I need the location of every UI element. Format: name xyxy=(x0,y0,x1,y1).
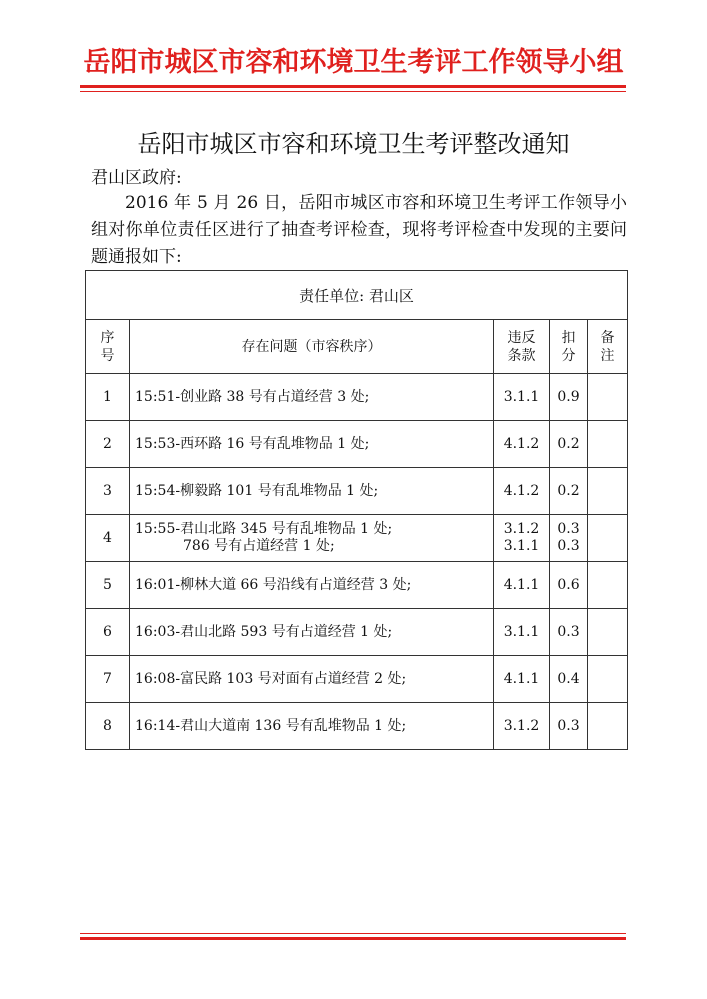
row-no: 5 xyxy=(86,562,130,609)
header-rule-thick xyxy=(80,85,626,88)
row-issue: 16:03-君山北路 593 号有占道经营 1 处; xyxy=(130,609,494,656)
issues-table xyxy=(85,270,628,750)
row-no: 7 xyxy=(86,656,130,703)
table-row xyxy=(86,703,628,750)
row-issue: 16:08-富民路 103 号对面有占道经营 2 处; xyxy=(130,656,494,703)
addressee: 君山区政府: xyxy=(91,168,182,188)
row-remark xyxy=(588,468,628,515)
table-row xyxy=(86,515,628,562)
table-row xyxy=(86,468,628,515)
row-remark xyxy=(588,609,628,656)
body-paragraph: 2016 年 5 月 26 日，岳阳市城区市容和环境卫生考评工作领导小组对你单位责任区进行了抽查考评检查，现将考评检查中发现的主要问题通报如下: xyxy=(91,193,627,267)
responsible-unit: 责任单位: 君山区 xyxy=(86,271,628,320)
row-deduct: 0.9 xyxy=(550,374,588,421)
row-article: 4.1.1 xyxy=(494,656,550,703)
row-no: 1 xyxy=(86,374,130,421)
row-no: 3 xyxy=(86,468,130,515)
row-remark xyxy=(588,374,628,421)
row-issue: 16:14-君山大道南 136 号有乱堆物品 1 处; xyxy=(130,703,494,750)
row-remark xyxy=(588,515,628,562)
table-row xyxy=(86,656,628,703)
row-article: 3.1.2 xyxy=(494,703,550,750)
row-remark xyxy=(588,656,628,703)
table-row xyxy=(86,609,628,656)
header-article: 违反 条款 xyxy=(494,320,550,374)
row-deduct: 0.3 0.3 xyxy=(550,515,588,562)
row-no: 6 xyxy=(86,609,130,656)
header-rule-thin xyxy=(80,91,626,92)
row-article: 3.1.2 3.1.1 xyxy=(494,515,550,562)
row-article: 3.1.1 xyxy=(494,374,550,421)
row-deduct: 0.3 xyxy=(550,703,588,750)
footer-rule-thick xyxy=(80,937,626,940)
table-header-row xyxy=(86,320,628,374)
row-issue: 15:53-西环路 16 号有乱堆物品 1 处; xyxy=(130,421,494,468)
header-issue: 存在问题（市容秩序） xyxy=(130,320,494,374)
row-article: 4.1.1 xyxy=(494,562,550,609)
row-deduct: 0.3 xyxy=(550,609,588,656)
row-no: 4 xyxy=(86,515,130,562)
row-article: 3.1.1 xyxy=(494,609,550,656)
row-deduct: 0.2 xyxy=(550,468,588,515)
row-remark xyxy=(588,562,628,609)
row-deduct: 0.4 xyxy=(550,656,588,703)
org-header-title: 岳阳市城区市容和环境卫生考评工作领导小组 xyxy=(83,47,624,78)
row-remark xyxy=(588,421,628,468)
row-issue: 15:55-君山北路 345 号有乱堆物品 1 处; 786 号有占道经营 1 处; xyxy=(130,515,494,562)
header-no: 序 号 xyxy=(86,320,130,374)
row-no: 8 xyxy=(86,703,130,750)
row-article: 4.1.2 xyxy=(494,421,550,468)
header-deduct: 扣 分 xyxy=(550,320,588,374)
row-remark xyxy=(588,703,628,750)
header-remark: 备 注 xyxy=(588,320,628,374)
row-article: 4.1.2 xyxy=(494,468,550,515)
row-issue: 15:51-创业路 38 号有占道经营 3 处; xyxy=(130,374,494,421)
table-row xyxy=(86,421,628,468)
row-no: 2 xyxy=(86,421,130,468)
row-deduct: 0.2 xyxy=(550,421,588,468)
row-issue: 16:01-柳林大道 66 号沿线有占道经营 3 处; xyxy=(130,562,494,609)
row-issue: 15:54-柳毅路 101 号有乱堆物品 1 处; xyxy=(130,468,494,515)
table-row xyxy=(86,374,628,421)
footer-rule-thin xyxy=(80,933,626,934)
document-title: 岳阳市城区市容和环境卫生考评整改通知 xyxy=(137,130,570,158)
table-row xyxy=(86,562,628,609)
row-deduct: 0.6 xyxy=(550,562,588,609)
